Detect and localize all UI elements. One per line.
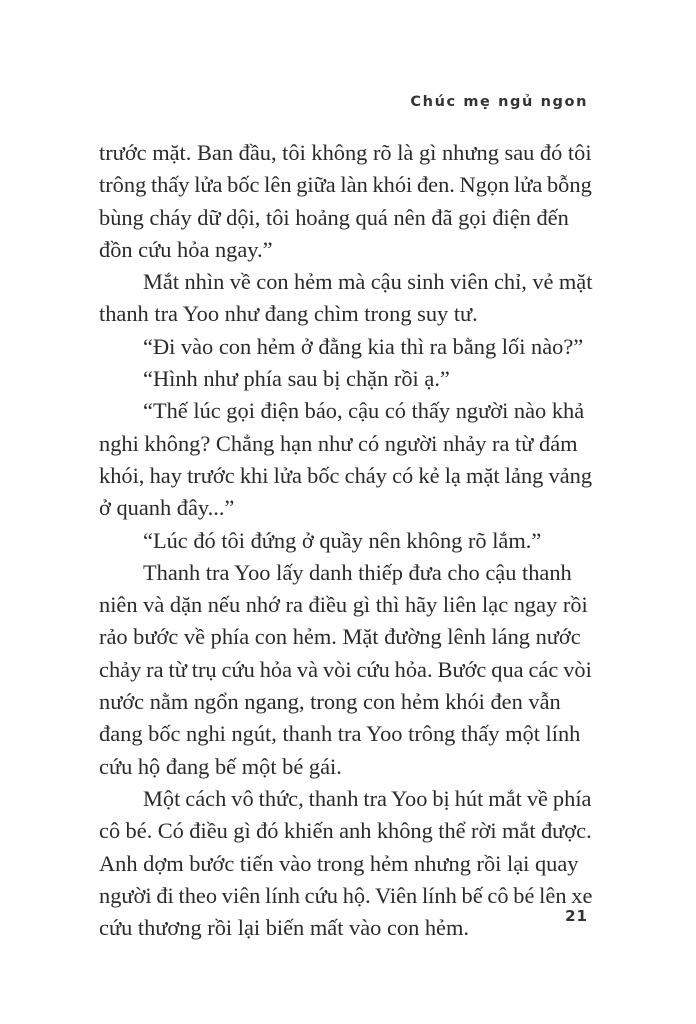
text-line: trước mặt. Ban đầu, tôi không rõ là gì nhưng sau đó tôi	[99, 140, 592, 165]
text-line: người đi theo viên lính cứu hộ. Viên lính bế cô bé lên xe	[99, 882, 593, 908]
text-line: chảy ra từ trụ cứu hỏa và vòi cứu hỏa. Bước qua các vòi	[99, 656, 592, 682]
text-line: “Thế lúc gọi điện báo, cậu có thấy người nào khả	[143, 398, 585, 424]
page-number: 21	[565, 907, 588, 925]
text-line: thanh tra Yoo như đang chìm trong suy tư.	[99, 301, 478, 327]
text-line: trông thấy lửa bốc lên giữa làn khói đen. Ngọn lửa bỗng	[99, 172, 592, 198]
text-line: nước nằm ngổn ngang, trong con hẻm khói đen vẫn	[99, 689, 561, 715]
text-line: Thanh tra Yoo lấy danh thiếp đưa cho cậu thanh	[143, 559, 572, 585]
text-line: bùng cháy dữ dội, tôi hoảng quá nên đã gọi điện đến	[99, 204, 569, 230]
text-line: Anh dợm bước tiến vào trong hẻm nhưng rồi lại quay	[99, 850, 579, 876]
running-header-title: Chúc mẹ ngủ ngon	[410, 94, 588, 110]
text-line: “Hình như phía sau bị chặn rồi ạ.”	[143, 366, 450, 392]
body-text	[99, 137, 592, 944]
text-line: “Đi vào con hẻm ở đằng kia thì ra bằng lối nào?”	[143, 333, 584, 359]
text-line: ở quanh đây...”	[99, 495, 235, 521]
text-line: “Lúc đó tôi đứng ở quầy nên không rõ lắm.”	[143, 527, 542, 553]
text-line: cứu hộ đang bế một bé gái.	[99, 753, 342, 779]
text-line: đồn cứu hỏa ngay.”	[99, 236, 273, 262]
text-line: nghi không? Chẳng hạn như có người nhảy ra từ đám	[99, 430, 578, 456]
text-line: đang bốc nghi ngút, thanh tra Yoo trông thấy một lính	[99, 721, 581, 747]
text-line: cô bé. Có điều gì đó khiến anh không thể rời mắt được.	[99, 818, 592, 844]
text-line: Một cách vô thức, thanh tra Yoo bị hút mắt về phía	[143, 785, 592, 811]
text-line: cứu thương rồi lại biến mất vào con hẻm.	[99, 915, 470, 941]
text-line: khói, hay trước khi lửa bốc cháy có kẻ lạ mặt lảng vảng	[99, 462, 593, 488]
text-line: rảo bước về phía con hẻm. Mặt đường lênh láng nước	[99, 624, 581, 650]
text-line: niên và dặn nếu nhớ ra điều gì thì hãy liên lạc ngay rồi	[99, 592, 588, 618]
text-line: Mắt nhìn về con hẻm mà cậu sinh viên chỉ, vẻ mặt	[143, 269, 593, 295]
